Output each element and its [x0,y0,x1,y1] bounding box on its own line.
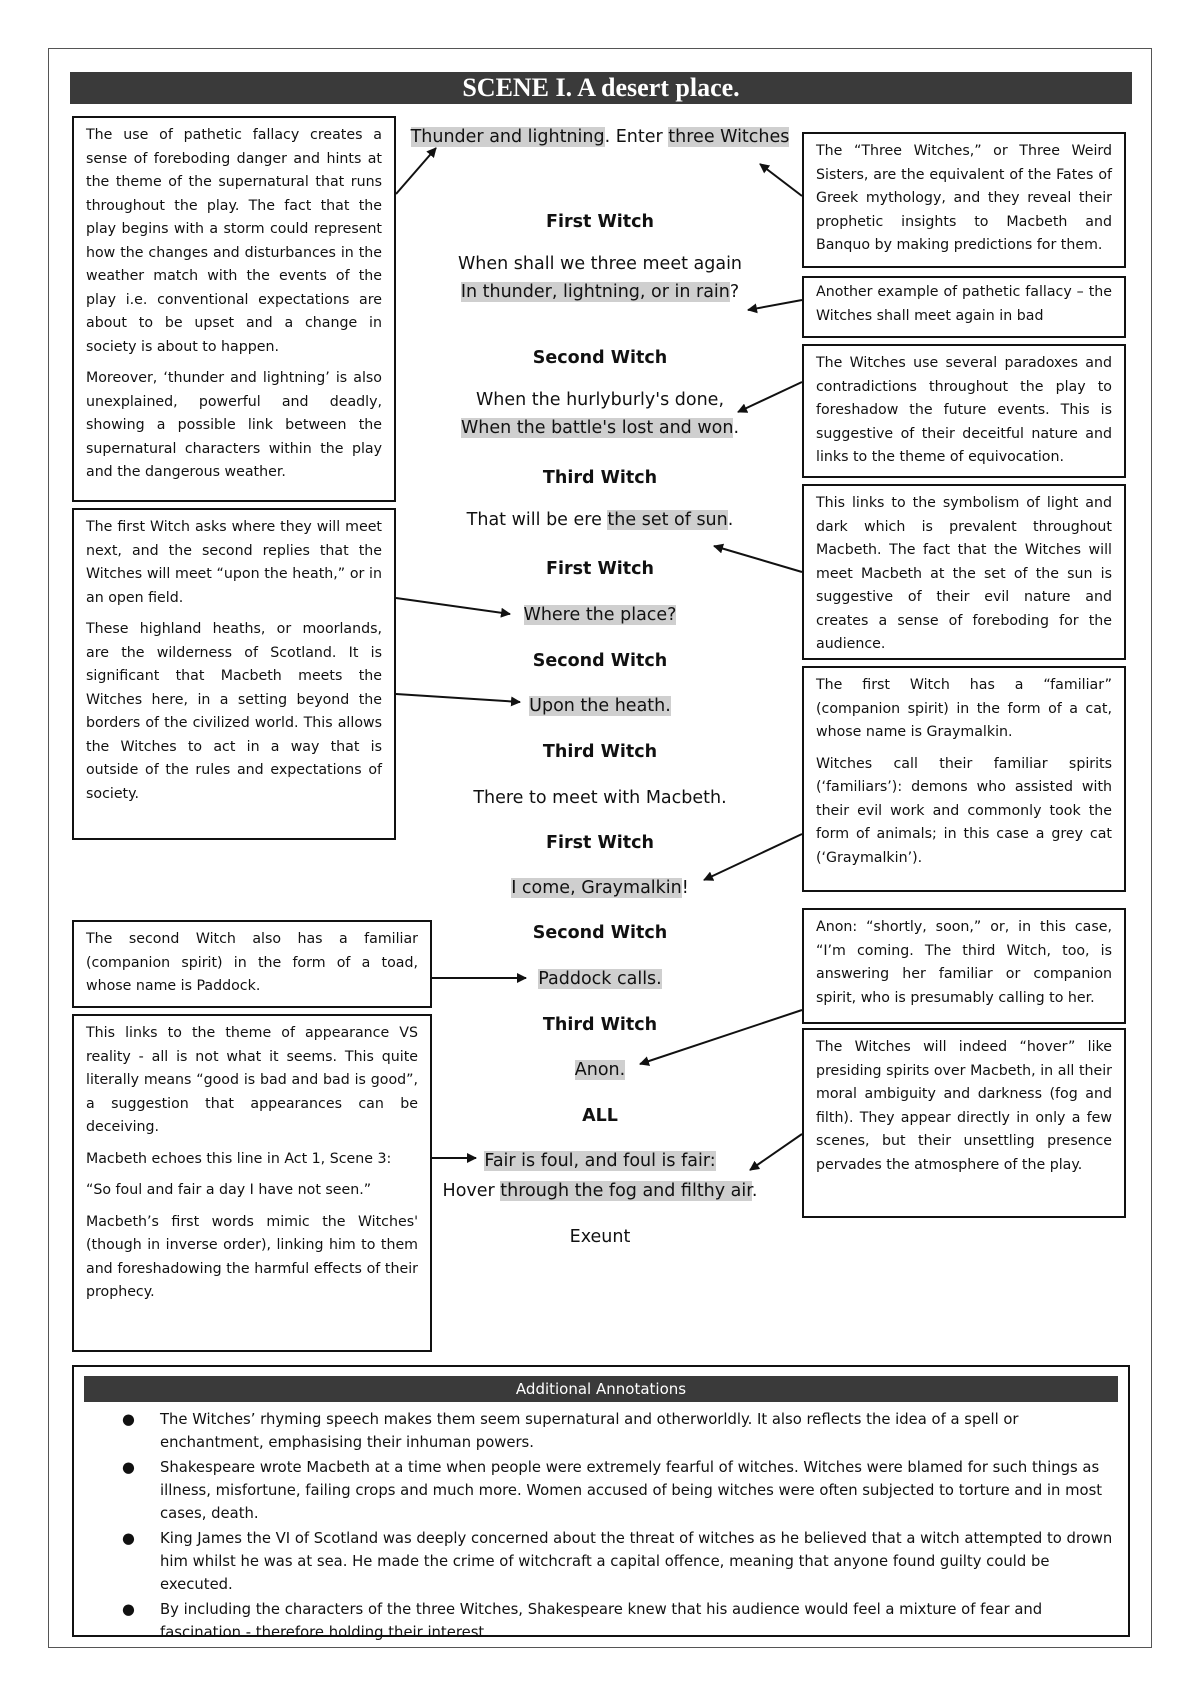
script-line: Upon the heath. [529,696,671,716]
script-line: Fair is foul, and foul is fair: [484,1151,716,1171]
speaker-third-witch: Third Witch [542,1015,658,1035]
note-light-dark: This links to the symbolism of light and dark which is prevalent throughout Macbeth. The fact that the Witches will meet Macbeth at the set of the sun is suggestive of their evil nature and creates a sense of foreboding for the audience. [802,484,1126,660]
script-line: When the battle's lost and won. [460,418,740,438]
speaker-second-witch: Second Witch [532,348,668,368]
speaker-first-witch: First Witch [546,212,654,232]
note-anon: Anon: “shortly, soon,” or, in this case, “I’m coming. The third Witch, too, is answering her familiar or companion spirit, who is presumably calling to her. [802,908,1126,1024]
script-line: Anon. [574,1060,626,1080]
script-line: That will be ere the set of sun. [466,510,734,530]
bullet-icon: ● [122,1601,135,1618]
note-pathetic-fallacy: The use of pathetic fallacy creates a sense of foreboding danger and hints at the theme of the supernatural that runs throughout the play. The fact that the play begins with a storm could represent how the changes and disturbances in the weather match with the events of the play i.e. conventional expectations are about to be upset and a change in society is about to happen. Moreover, ‘thunder and lightning’ is also unexplained, powerful and deadly, showing a possible link between the supernatural characters within the play and the dangerous weather. [72,116,396,502]
script-line: I come, Graymalkin! [511,878,689,898]
note-another-example: Another example of pathetic fallacy – the Witches shall meet again in bad [802,276,1126,338]
script-line: Hover through the fog and filthy air. [442,1181,758,1201]
speaker-first-witch: First Witch [546,833,654,853]
speaker-third-witch: Third Witch [542,468,658,488]
script-line: Where the place? [523,605,677,625]
script-line: When shall we three meet again [457,254,743,274]
note-three-witches: The “Three Witches,” or Three Weird Sisters, are the equivalent of the Fates of Greek mythology, and they reveal their prophetic insights to Macbeth and Banquo by making predictions for them. [802,132,1126,268]
bullet-icon: ● [122,1411,135,1428]
additional-annotations-heading: Additional Annotations [84,1376,1118,1402]
stage-direction: Thunder and lightning. Enter three Witches [410,127,790,147]
note-appearance-reality: This links to the theme of appearance VS reality - all is not what it seems. This quite literally means “good is bad and bad is good”, a suggestion that appearances can be deceiving. Macbeth echoes this line in Act 1, Scene 3: “So foul and fair a day I have not seen.” Macbeth’s first words mimic the Witches' (though in inverse order), linking him to them and foreshadowing the harmful effects of their prophecy. [72,1014,432,1352]
exeunt: Exeunt [569,1227,631,1247]
speaker-third-witch: Third Witch [542,742,658,762]
list-item: ● Shakespeare wrote Macbeth at a time when people were extremely fearful of witches. Witches were blamed for such things as illness, misfortune, failing crops and much more. Women accused of being witches were often subjected to torture and in most cases, death. [120,1456,1118,1525]
script-line: In thunder, lightning, or in rain? [460,282,740,302]
note-heath: The first Witch asks where they will meet next, and the second replies that the Witches will meet “upon the heath,” or in an open field. These highland heaths, or moorlands, are the wilderness of Scotland. It is significant that Macbeth meets the Witches here, in a setting beyond the borders of the civilized world. This allows the Witches to act in a way that is outside of the rules and expectations of society. [72,508,396,840]
speaker-second-witch: Second Witch [532,651,668,671]
script-line: When the hurlyburly's done, [475,390,725,410]
note-paradoxes: The Witches use several paradoxes and contradictions throughout the play to foreshadow the future events. This is suggestive of their deceitful nature and links to the theme of equivocation. [802,344,1126,478]
speaker-second-witch: Second Witch [532,923,668,943]
script-line: There to meet with Macbeth. [473,788,727,808]
additional-annotations-list [120,1408,1118,1646]
script-line: Paddock calls. [538,969,662,989]
speaker-first-witch: First Witch [546,559,654,579]
scene-title: SCENE I. A desert place. [70,72,1132,104]
note-hover: The Witches will indeed “hover” like presiding spirits over Macbeth, in all their moral ambiguity and darkness (fog and filth). They appear directly in only a few scenes, but their unsettling presence pervades the atmosphere of the play. [802,1028,1126,1218]
list-item: ● By including the characters of the three Witches, Shakespeare knew that his audience would feel a mixture of fear and fascination - therefore holding their interest. [120,1598,1118,1644]
bullet-icon: ● [122,1530,135,1547]
speaker-all: ALL [582,1106,618,1126]
list-item: ● The Witches’ rhyming speech makes them seem supernatural and otherworldly. It also reflects the idea of a spell or enchantment, emphasising their inhuman powers. [120,1408,1118,1454]
list-item: ● King James the VI of Scotland was deeply concerned about the threat of witches as he believed that a witch attempted to drown him whilst he was at sea. He made the crime of witchcraft a capital offence, meaning that anyone found guilty could be executed. [120,1527,1118,1596]
note-familiar-cat: The first Witch has a “familiar” (companion spirit) in the form of a cat, whose name is Graymalkin. Witches call their familiar spirits (‘familiars’): demons who assisted with their evil work and commonly took the form of animals; in this case a grey cat (‘Graymalkin’). [802,666,1126,892]
note-paddock: The second Witch also has a familiar (companion spirit) in the form of a toad, whose name is Paddock. [72,920,432,1008]
bullet-icon: ● [122,1459,135,1476]
